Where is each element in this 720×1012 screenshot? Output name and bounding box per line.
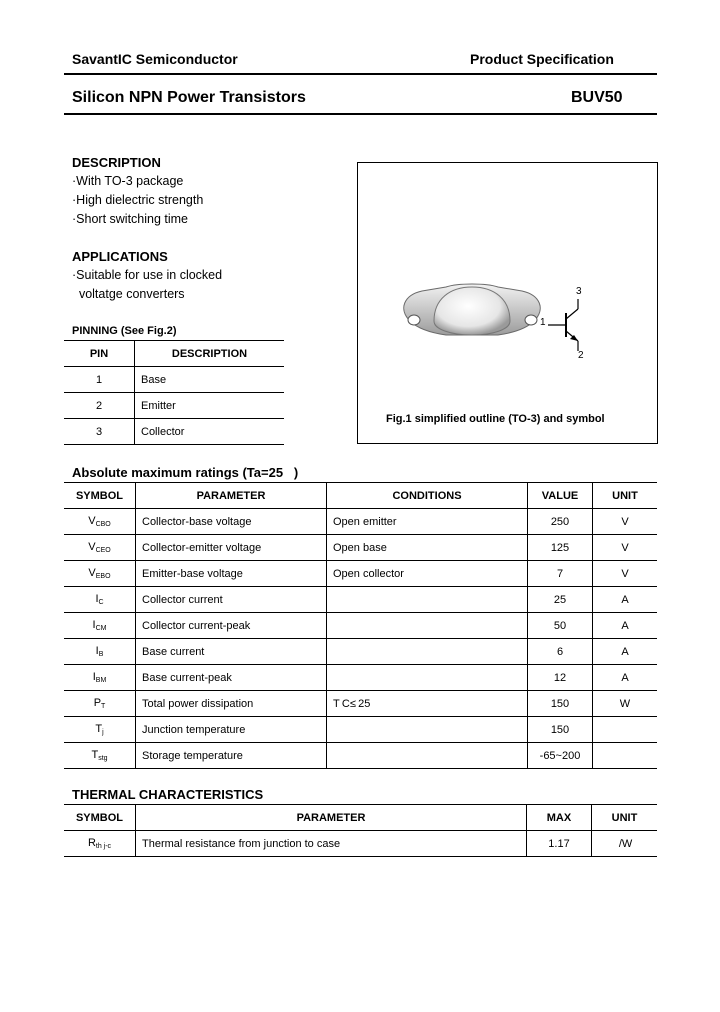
description-heading: DESCRIPTION	[72, 155, 161, 170]
part-number: BUV50	[571, 89, 623, 106]
conditions-cell	[327, 717, 528, 743]
conditions-column-header: CONDITIONS	[327, 483, 528, 509]
parameter-column-header: PARAMETER	[136, 805, 527, 831]
unit-cell: W	[593, 691, 658, 717]
symbol-cell: $I_C$	[64, 587, 136, 613]
table-row	[64, 535, 657, 561]
parameter-cell: Total power dissipation	[136, 691, 327, 717]
unit-cell	[593, 717, 658, 743]
value-cell: 50	[528, 613, 593, 639]
value-cell: 150	[528, 691, 593, 717]
unit-cell: A	[593, 587, 658, 613]
collector-pin-label: 3	[576, 286, 582, 297]
pinning-table	[64, 340, 284, 445]
symbol-cell: $I_{BM}$	[64, 665, 136, 691]
header-rule-bottom	[64, 113, 657, 115]
unit-column-header: UNIT	[592, 805, 658, 831]
parameter-cell: Junction temperature	[136, 717, 327, 743]
parameter-cell: Emitter-base voltage	[136, 561, 327, 587]
pin-number: 2	[64, 393, 135, 419]
symbol-cell: $V_{CBO}$	[64, 509, 136, 535]
unit-cell: A	[593, 639, 658, 665]
value-cell: 6	[528, 639, 593, 665]
conditions-cell: T C≤ 25	[327, 691, 528, 717]
conditions-cell	[327, 665, 528, 691]
symbol-cell: $T_j$	[64, 717, 136, 743]
abs-max-table	[64, 482, 657, 769]
value-cell: 125	[528, 535, 593, 561]
parameter-cell: Collector current-peak	[136, 613, 327, 639]
unit-cell	[593, 743, 658, 769]
parameter-cell: Storage temperature	[136, 743, 327, 769]
applications-heading: APPLICATIONS	[72, 249, 168, 264]
parameter-cell: Base current	[136, 639, 327, 665]
value-column-header: VALUE	[528, 483, 593, 509]
conditions-cell: Open base	[327, 535, 528, 561]
doc-type: Product Specification	[470, 51, 614, 67]
table-row	[64, 509, 657, 535]
unit-cell: V	[593, 561, 658, 587]
table-row	[64, 639, 657, 665]
emitter-pin-label: 2	[578, 350, 584, 361]
conditions-cell	[327, 639, 528, 665]
value-cell: 25	[528, 587, 593, 613]
symbol-cell: $I_B$	[64, 639, 136, 665]
pin-column-header: PIN	[64, 341, 135, 367]
symbol-cell: $V_{EBO}$	[64, 561, 136, 587]
max-column-header: MAX	[527, 805, 592, 831]
value-cell: 150	[528, 717, 593, 743]
conditions-cell	[327, 613, 528, 639]
parameter-column-header: PARAMETER	[136, 483, 327, 509]
table-row	[64, 613, 657, 639]
thermal-table	[64, 804, 657, 857]
product-title: Silicon NPN Power Transistors	[72, 89, 306, 106]
table-row	[64, 561, 657, 587]
table-row	[64, 691, 657, 717]
unit-cell: A	[593, 665, 658, 691]
pin-number: 3	[64, 419, 135, 445]
pinning-heading: PINNING (See Fig.2)	[72, 325, 177, 337]
parameter-cell: Base current-peak	[136, 665, 327, 691]
table-row	[64, 367, 284, 393]
symbol-column-header: SYMBOL	[64, 805, 136, 831]
table-row	[64, 831, 657, 857]
unit-cell: V	[593, 509, 658, 535]
unit-cell: /W	[592, 831, 658, 857]
applications-line: voltatge converters	[72, 287, 185, 301]
symbol-column-header: SYMBOL	[64, 483, 136, 509]
value-cell: 7	[528, 561, 593, 587]
conditions-cell: Open emitter	[327, 509, 528, 535]
base-pin-label: 1	[540, 317, 546, 328]
table-row	[64, 419, 284, 445]
table-row	[64, 587, 657, 613]
pin-description: Collector	[135, 419, 285, 445]
conditions-cell: Open collector	[327, 561, 528, 587]
symbol-cell: $T_{stg}$	[64, 743, 136, 769]
value-cell: 250	[528, 509, 593, 535]
max-cell: 1.17	[527, 831, 592, 857]
conditions-cell	[327, 743, 528, 769]
pin-number: 1	[64, 367, 135, 393]
description-line: ·With TO-3 package	[72, 174, 184, 188]
unit-column-header: UNIT	[593, 483, 658, 509]
applications-line: ·Suitable for use in clocked	[72, 268, 223, 282]
table-row	[64, 743, 657, 769]
value-cell: -65~200	[528, 743, 593, 769]
symbol-cell: $V_{CEO}$	[64, 535, 136, 561]
symbol-cell: $P_T$	[64, 691, 136, 717]
symbol-cell: $I_{CM}$	[64, 613, 136, 639]
table-row	[64, 393, 284, 419]
unit-cell: V	[593, 535, 658, 561]
npn-transistor-symbol	[358, 163, 657, 403]
table-row	[64, 665, 657, 691]
parameter-cell: Collector-emitter voltage	[136, 535, 327, 561]
conditions-cell	[327, 587, 528, 613]
pin-description-column-header: DESCRIPTION	[135, 341, 285, 367]
pin-description: Emitter	[135, 393, 285, 419]
thermal-heading: THERMAL CHARACTERISTICS	[72, 787, 264, 802]
table-row	[64, 717, 657, 743]
value-cell: 12	[528, 665, 593, 691]
header-rule-top	[64, 73, 657, 75]
unit-cell: A	[593, 613, 658, 639]
figure-box	[357, 162, 658, 444]
parameter-cell: Thermal resistance from junction to case	[136, 831, 527, 857]
abs-max-heading: Absolute maximum ratings (Ta=25 )	[72, 465, 299, 480]
description-line: ·Short switching time	[72, 212, 189, 226]
figure-caption: Fig.1 simplified outline (TO-3) and symbol	[386, 413, 605, 425]
description-line: ·High dielectric strength	[72, 193, 204, 207]
pin-description: Base	[135, 367, 285, 393]
symbol-cell: $R_{th j-c}$	[64, 831, 136, 857]
parameter-cell: Collector current	[136, 587, 327, 613]
parameter-cell: Collector-base voltage	[136, 509, 327, 535]
company-name: SavantIC Semiconductor	[72, 51, 238, 67]
